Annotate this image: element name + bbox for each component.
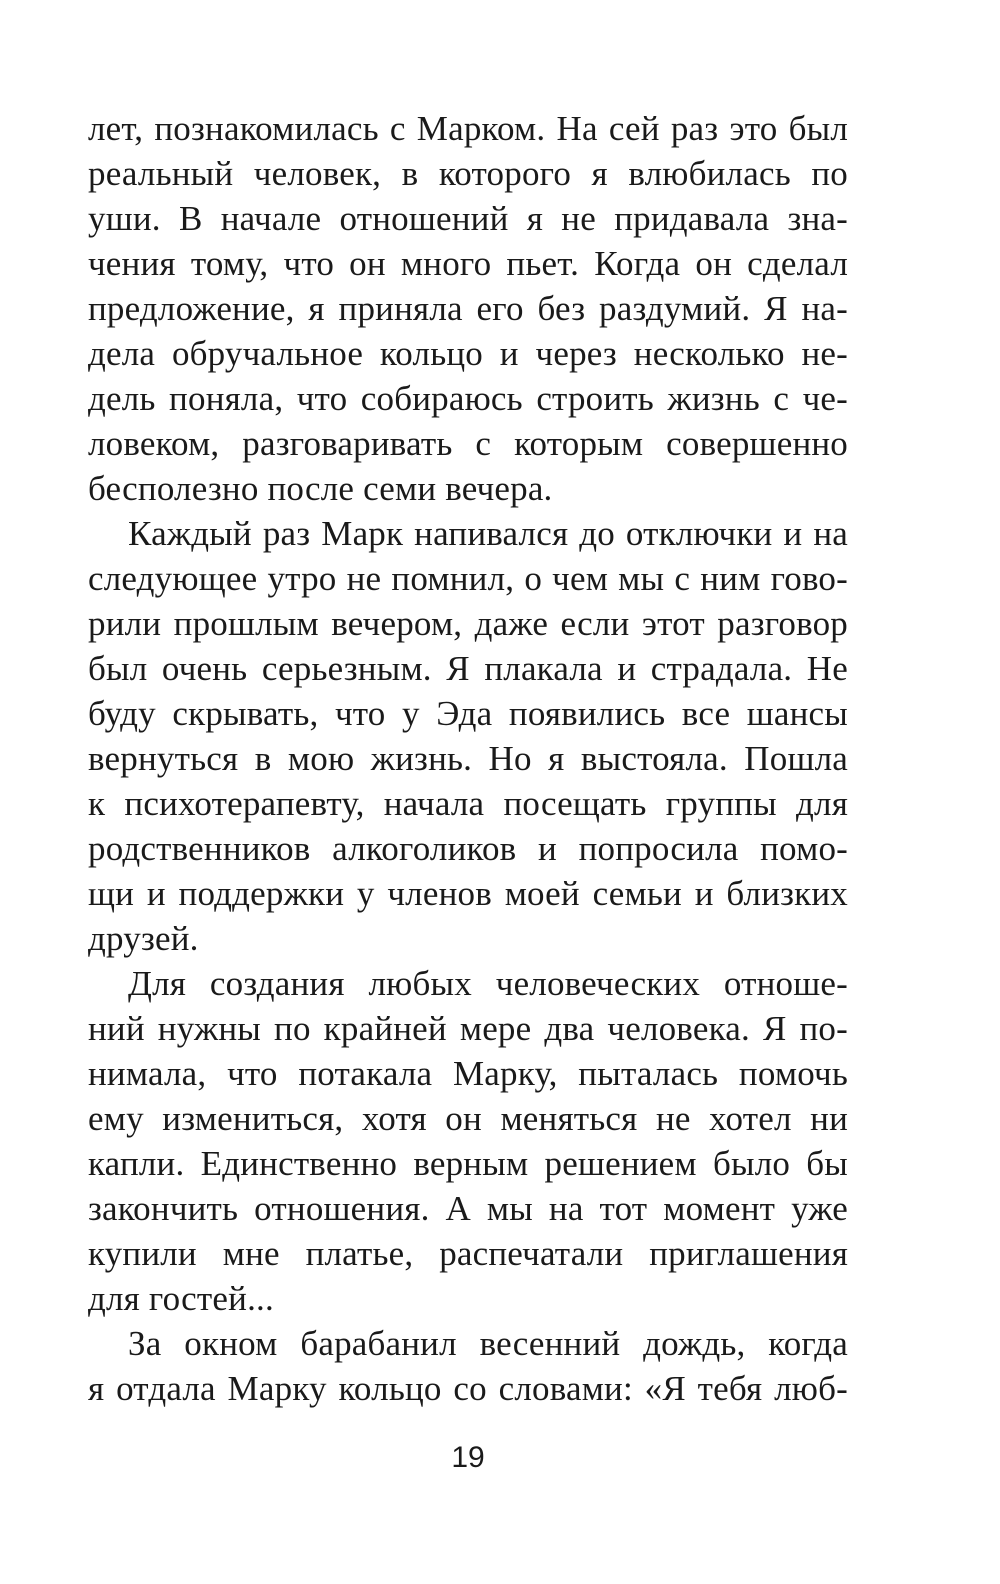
text-line: купили мне платье, распечатали приглашения — [88, 1234, 848, 1273]
text-line: бесполезно после семи вечера. — [88, 469, 553, 508]
text-line: рили прошлым вечером, даже если этот разговор — [88, 604, 848, 643]
text-line: лет, познакомилась с Марком. На сей раз это был — [88, 109, 848, 148]
page-number: 19 — [451, 1441, 485, 1474]
paragraph-1 — [88, 106, 848, 511]
paragraph-3 — [88, 961, 848, 1321]
text-line: закончить отношения. А мы на тот момент уже — [88, 1189, 848, 1228]
text-line: уши. В начале отношений я не придавала зна- — [88, 199, 848, 238]
text-line: реальный человек, в которого я влюбилась по — [88, 154, 848, 193]
text-line: следующее утро не помнил, о чем мы с ним гово- — [88, 559, 848, 598]
body-text — [88, 106, 848, 1411]
text-line: Для создания любых человеческих отноше- — [128, 964, 848, 1003]
text-line: чения тому, что он много пьет. Когда он сделал — [88, 244, 848, 283]
paragraph-4 — [88, 1321, 848, 1411]
text-line: капли. Единственно верным решением было бы — [88, 1144, 848, 1183]
text-line: для гостей... — [88, 1279, 274, 1318]
text-line: щи и поддержки у членов моей семьи и близких — [88, 874, 848, 913]
paragraph-2 — [88, 511, 848, 961]
text-line: ловеком, разговаривать с которым совершенно — [88, 424, 848, 463]
text-line: ему измениться, хотя он меняться не хотел ни — [88, 1099, 848, 1138]
text-line: друзей. — [88, 919, 199, 958]
text-line: дела обручальное кольцо и через несколько не- — [88, 334, 848, 373]
text-line: За окном барабанил весенний дождь, когда — [128, 1324, 848, 1363]
text-line: нимала, что потакала Марку, пыталась помочь — [88, 1054, 848, 1093]
text-line: буду скрывать, что у Эда появились все шансы — [88, 694, 848, 733]
text-line: родственников алкоголиков и попросила помо- — [88, 829, 848, 868]
text-line: я отдала Марку кольцо со словами: «Я тебя люб- — [88, 1369, 848, 1408]
text-line: предложение, я приняла его без раздумий. Я на- — [88, 289, 848, 328]
text-line: Каждый раз Марк напивался до отключки и на — [128, 514, 848, 553]
text-line: вернуться в мою жизнь. Но я выстояла. Пошла — [88, 739, 848, 778]
text-line: дель поняла, что собираюсь строить жизнь с че- — [88, 379, 848, 418]
text-line: был очень серьезным. Я плакала и страдала. Не — [88, 649, 848, 688]
text-line: ний нужны по крайней мере два человека. Я по- — [88, 1009, 848, 1048]
text-line: к психотерапевту, начала посещать группы для — [88, 784, 848, 823]
